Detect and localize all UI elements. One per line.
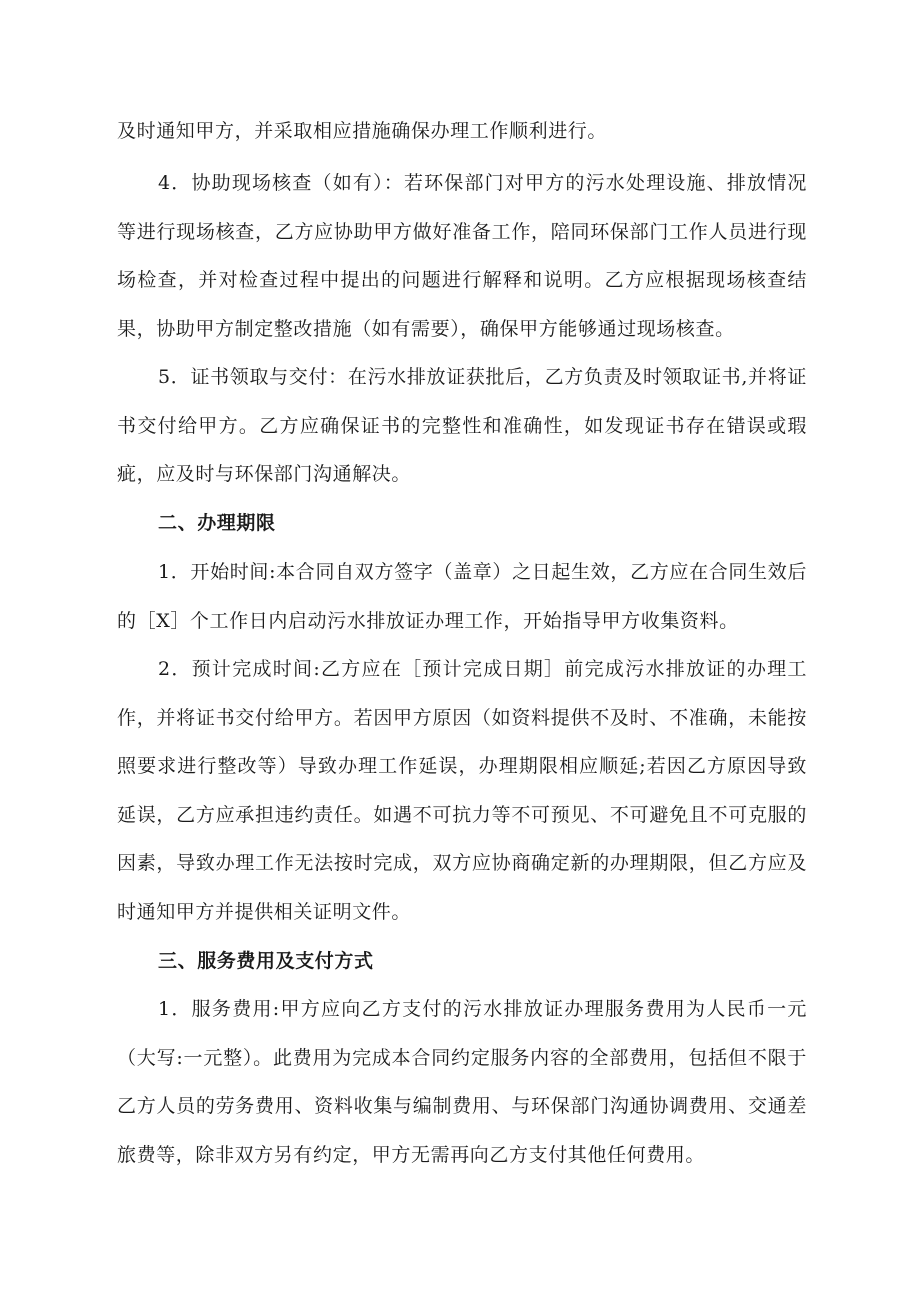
paragraph-item-5: 5．证书领取与交付：在污水排放证获批后，乙方负责及时领取证书,并将证书交付给甲方。乙方应确保证书的完整性和准确性，如发现证书存在错误或瑕疵，应及时与环保部门沟通解决。 — [117, 366, 807, 486]
paragraph-continuation: 及时通知甲方，并采取相应措施确保办理工作顺利进行。 — [117, 120, 608, 142]
section-heading-3: 三、服务费用及支付方式 — [158, 950, 374, 972]
paragraph-period-1: 1．开始时间:本合同自双方签字（盖章）之日起生效，乙方应在合同生效后的［X］个工作日内启动污水排放证办理工作，开始指导甲方收集资料。 — [117, 561, 807, 632]
section-heading-2: 二、办理期限 — [158, 512, 276, 534]
paragraph-fee-1: 1．服务费用:甲方应向乙方支付的污水排放证办理服务费用为人民币一元（大写:一元整）。此费用为完成本合同约定服务内容的全部费用，包括但不限于乙方人员的劳务费用、资料收集与编制费用、与环保部门沟通协调费用、交通差旅费等，除非双方另有约定，甲方无需再向乙方支付其他任何费用。 — [117, 998, 807, 1166]
paragraph-period-2: 2．预计完成时间:乙方应在［预计完成日期］前完成污水排放证的办理工作，并将证书交付给甲方。若因甲方原因（如资料提供不及时、不准确，未能按照要求进行整改等）导致办理工作延误，办理期限相应顺延;若因乙方原因导致延误，乙方应承担违约责任。如遇不可抗力等不可预见、不可避免且不可克服的因素，导致办理工作无法按时完成，双方应协商确定新的办理期限，但乙方应及时通知甲方并提供相关证明文件。 — [117, 658, 807, 923]
paragraph-item-4: 4．协助现场核查（如有）：若环保部门对甲方的污水处理设施、排放情况等进行现场核查，乙方应协助甲方做好准备工作，陪同环保部门工作人员进行现场检查，并对检查过程中提出的问题进行解释和说明。乙方应根据现场核查结果，协助甲方制定整改措施（如有需要），确保甲方能够通过现场核查。 — [117, 172, 807, 340]
